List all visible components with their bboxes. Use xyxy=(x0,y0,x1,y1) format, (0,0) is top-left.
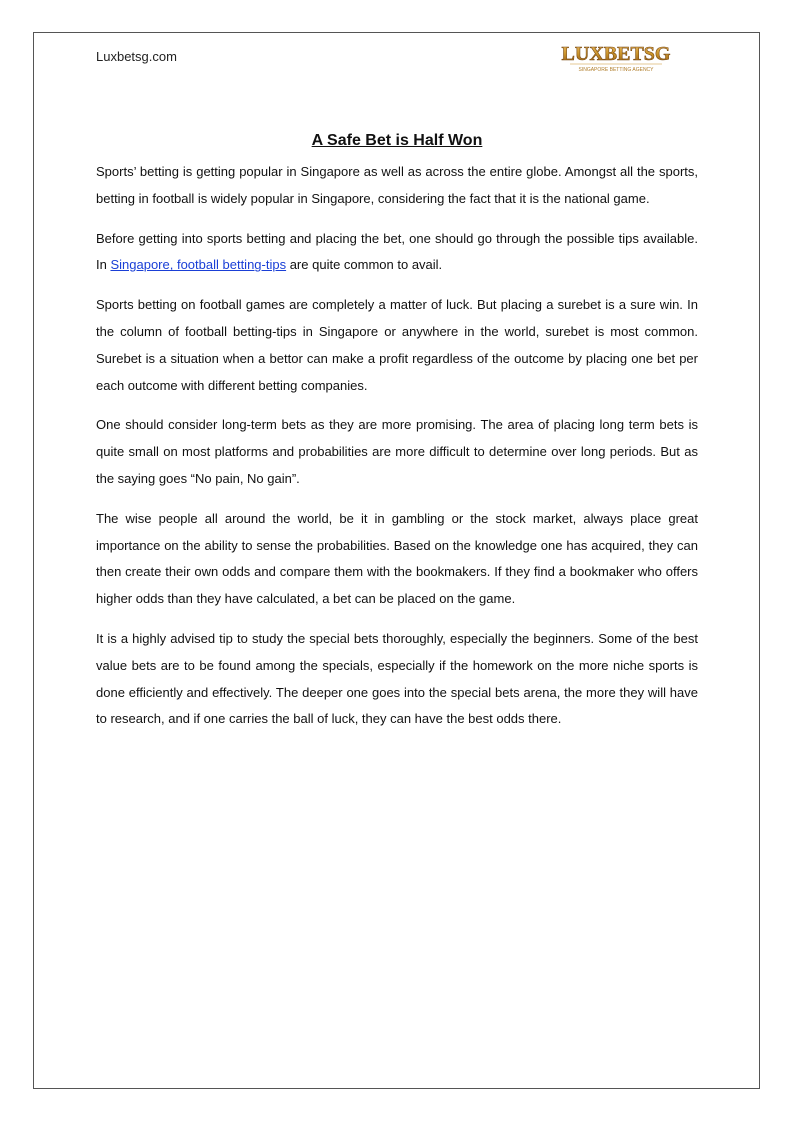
article-title: A Safe Bet is Half Won xyxy=(311,132,483,149)
paragraph-2 xyxy=(96,226,698,280)
paragraph-6: It is a highly advised tip to study the special bets thoroughly, especially the beginners. Some of the best value bets are to be found among the specials, especially if the homework on the more niche sports is done efficiently and effectively. The deeper one goes into the special bets arena, the more they will have to research, and if one carries the ball of luck, they can have the best odds there. xyxy=(96,630,698,727)
paragraph-5: The wise people all around the world, be it in gambling or the stock market, always place great importance on the ability to sense the probabilities. Based on the knowledge one has acquired, they can then create their own odds and compare them with the bookmakers. If they find a bookmaker who offers higher odds than they have calculated, a bet can be placed on the game. xyxy=(96,510,698,607)
paragraph-4: One should consider long-term bets as they are more promising. The area of placing long term bets is quite small on most platforms and probabilities are more difficult to determine over long periods. But as the saying goes “No pain, No gain”. xyxy=(96,417,698,486)
logo-graphic xyxy=(560,40,672,74)
paragraph-2-start: Before getting into sports betting and placing the bet, one should go through the possible tips available. In xyxy=(96,230,698,273)
paragraph-2-end: are quite common to avail. xyxy=(286,257,443,273)
logo-tagline: SINGAPORE BETTING AGENCY xyxy=(578,67,654,73)
header-site-name: Luxbetsg.com xyxy=(96,49,177,64)
paragraph-3: Sports betting on football games are completely a matter of luck. But placing a surebet is a sure win. In the column of football betting-tips in Singapore or anywhere in the world, surebet is most common. Surebet is a situation when a bettor can make a profit regardless of the outcome by placing one bet per each outcome with different betting companies. xyxy=(96,297,698,393)
paragraph-1: Sports’ betting is getting popular in Singapore as well as across the entire globe. Amongst all the sports, betting in football is widely popular in Singapore, considering the fact that it is the national game. xyxy=(96,164,698,206)
singapore-betting-tips-link[interactable]: Singapore, football betting-tips xyxy=(110,257,287,273)
logo-wordmark: LUXBETSG xyxy=(561,43,671,65)
article-body xyxy=(96,159,698,746)
luxbetsg-logo[interactable] xyxy=(560,40,672,74)
